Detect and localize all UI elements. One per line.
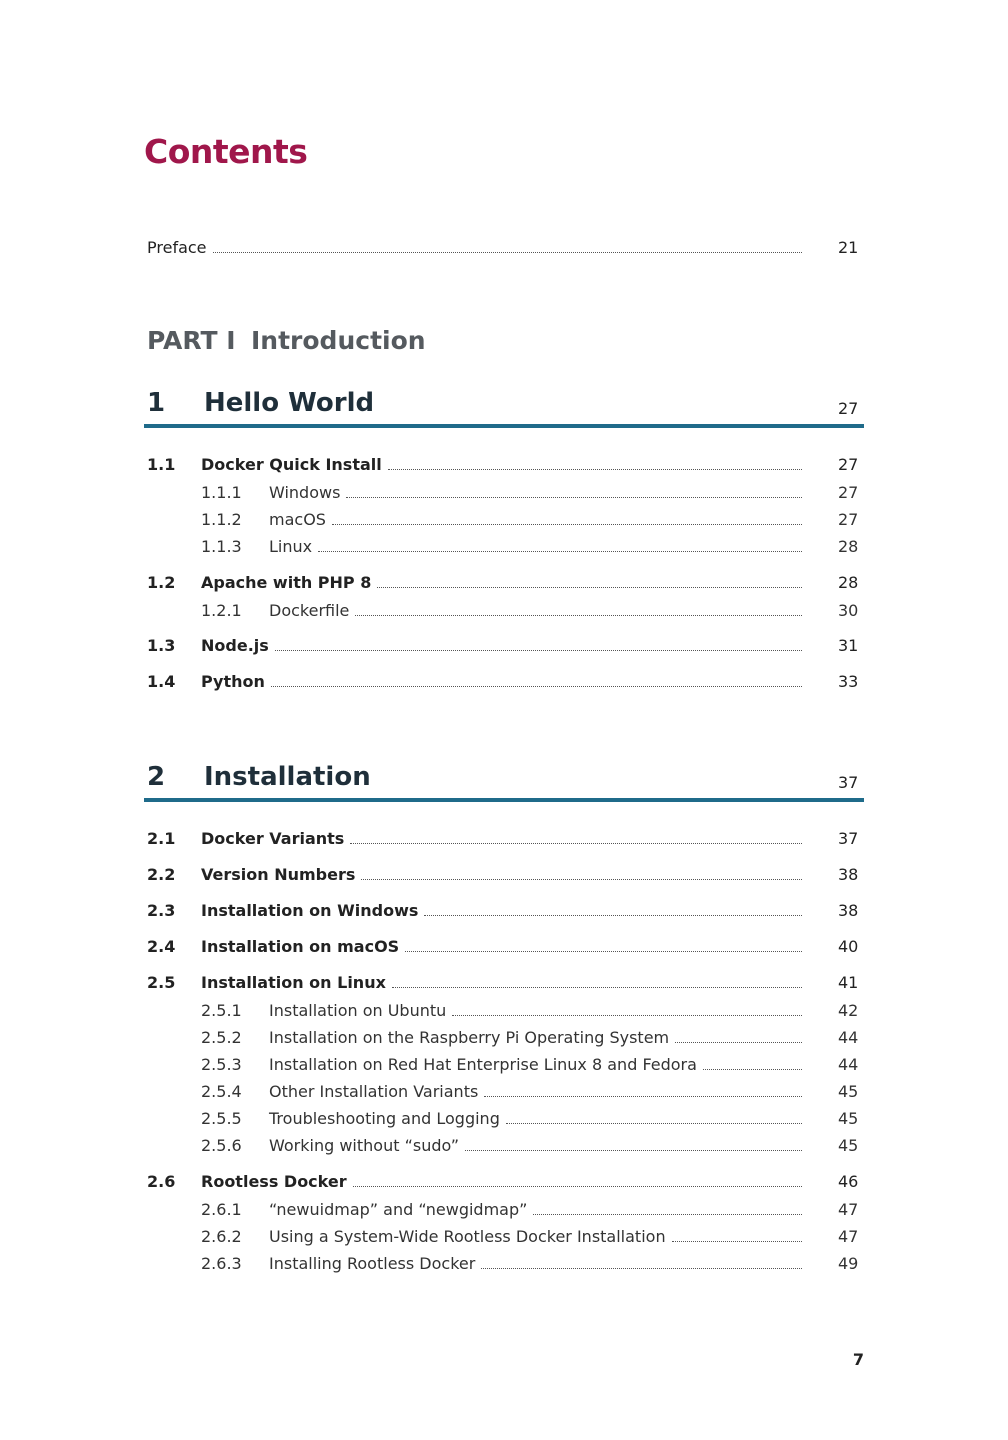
leader-dots: [355, 614, 802, 616]
section-number: 2.6.3: [201, 1254, 242, 1273]
toc-entry-preface[interactable]: [147, 236, 858, 258]
section-number: 2.5.4: [201, 1082, 242, 1101]
chapter-heading-2[interactable]: [144, 756, 864, 802]
section-number: 2.5.2: [201, 1028, 242, 1047]
leader-dots: [275, 649, 802, 651]
leader-dots: [703, 1068, 802, 1070]
leader-dots: [481, 1267, 802, 1269]
section-title: Installation on Ubuntu: [269, 1001, 447, 1020]
toc-page-number: 44: [838, 1028, 859, 1047]
toc-page-number: 28: [838, 537, 859, 556]
section-title: Troubleshooting and Logging: [269, 1109, 500, 1128]
section-number: 1.4: [147, 672, 176, 691]
toc-entry-2-3[interactable]: [147, 899, 858, 921]
toc-entry-1-1[interactable]: [147, 453, 858, 475]
toc-page-number: 27: [838, 483, 859, 502]
toc-page-number: 40: [838, 937, 859, 956]
chapter-title: Hello World: [204, 388, 375, 418]
chapter-heading-1[interactable]: [144, 382, 864, 428]
chapter-number: 1: [147, 388, 166, 418]
toc-entry-1-4[interactable]: [147, 670, 858, 692]
section-number: 1.1.3: [201, 537, 242, 556]
section-number: 2.2: [147, 865, 176, 884]
leader-dots: [405, 950, 802, 952]
section-title: “newuidmap” and “newgidmap”: [269, 1200, 528, 1219]
section-number: 1.3: [147, 636, 176, 655]
section-title: Installation on macOS: [201, 937, 400, 956]
leader-dots: [350, 842, 802, 844]
toc-entry-1-1-3[interactable]: [147, 535, 858, 557]
toc-entry-2-2[interactable]: [147, 863, 858, 885]
toc-page-number: 38: [838, 901, 859, 920]
toc-page-number: 47: [838, 1227, 859, 1246]
leader-dots: [377, 586, 802, 588]
toc-page-number: 37: [838, 829, 859, 848]
section-number: 1.1: [147, 455, 176, 474]
page-number: 7: [852, 1350, 864, 1369]
section-title: Installation on Red Hat Enterprise Linux 8 and Fedora: [269, 1055, 697, 1074]
toc-page-number: 44: [838, 1055, 859, 1074]
part-title: Introduction: [251, 326, 426, 355]
toc-entry-2-5[interactable]: [147, 971, 858, 993]
toc-entry-2-1[interactable]: [147, 827, 858, 849]
toc-entry-2-6[interactable]: [147, 1170, 858, 1192]
toc-entry-2-5-5[interactable]: [147, 1107, 858, 1129]
toc-page-number: 49: [838, 1254, 859, 1273]
toc-page-number: 46: [838, 1172, 859, 1191]
toc-page-number: 28: [838, 573, 859, 592]
part-heading: [147, 326, 426, 355]
chapter-page-number: 37: [838, 773, 859, 792]
section-title: Python: [201, 672, 265, 691]
page-title: Contents: [144, 132, 308, 171]
section-number: 1.1.1: [201, 483, 242, 502]
leader-dots: [484, 1095, 802, 1097]
leader-dots: [506, 1122, 802, 1124]
toc-entry-1-1-1[interactable]: [147, 481, 858, 503]
leader-dots: [533, 1213, 802, 1215]
section-title: Dockerfile: [269, 601, 350, 620]
toc-entry-2-5-6[interactable]: [147, 1134, 858, 1156]
section-number: 2.1: [147, 829, 176, 848]
chapter-page-number: 27: [838, 399, 859, 418]
section-number: 2.5.5: [201, 1109, 242, 1128]
toc-page-number: 27: [838, 455, 859, 474]
toc-entry-2-5-1[interactable]: [147, 999, 858, 1021]
section-title: Windows: [269, 483, 341, 502]
section-number: 2.5.6: [201, 1136, 242, 1155]
toc-page-number: 30: [838, 601, 859, 620]
toc-entry-2-4[interactable]: [147, 935, 858, 957]
toc-page-number: 45: [838, 1136, 859, 1155]
leader-dots: [675, 1041, 802, 1043]
toc-entry-2-6-2[interactable]: [147, 1225, 858, 1247]
section-number: 1.2.1: [201, 601, 242, 620]
section-number: 2.3: [147, 901, 176, 920]
section-title: Version Numbers: [201, 865, 356, 884]
section-number: 1.1.2: [201, 510, 242, 529]
toc-entry-2-5-3[interactable]: [147, 1053, 858, 1075]
section-title: Using a System-Wide Rootless Docker Installation: [269, 1227, 666, 1246]
toc-page-number: 27: [838, 510, 859, 529]
section-number: 2.5.1: [201, 1001, 242, 1020]
toc-page-number: 33: [838, 672, 859, 691]
section-number: 1.2: [147, 573, 176, 592]
section-title: Docker Variants: [201, 829, 345, 848]
toc-page-number: 21: [838, 238, 859, 257]
toc-entry-title: Preface: [147, 238, 207, 257]
toc-entry-1-2[interactable]: [147, 571, 858, 593]
toc-entry-1-1-2[interactable]: [147, 508, 858, 530]
section-title: Installation on the Raspberry Pi Operating System: [269, 1028, 670, 1047]
section-number: 2.6.1: [201, 1200, 242, 1219]
toc-page-number: 42: [838, 1001, 859, 1020]
toc-entry-2-6-3[interactable]: [147, 1252, 858, 1274]
section-number: 2.4: [147, 937, 176, 956]
section-number: 2.5.3: [201, 1055, 242, 1074]
leader-dots: [271, 685, 802, 687]
section-title: Working without “sudo”: [269, 1136, 460, 1155]
leader-dots: [353, 1185, 802, 1187]
section-title: Apache with PHP 8: [201, 573, 372, 592]
leader-dots: [452, 1014, 802, 1016]
section-title: macOS: [269, 510, 326, 529]
leader-dots: [361, 878, 802, 880]
section-title: Installation on Linux: [201, 973, 386, 992]
leader-dots: [346, 496, 802, 498]
leader-dots: [388, 468, 802, 470]
leader-dots: [332, 523, 802, 525]
leader-dots: [392, 986, 802, 988]
section-number: 2.6.2: [201, 1227, 242, 1246]
toc-entry-1-3[interactable]: [147, 634, 858, 656]
section-title: Node.js: [201, 636, 269, 655]
toc-entry-2-6-1[interactable]: [147, 1198, 858, 1220]
toc-page-number: 45: [838, 1082, 859, 1101]
chapter-number: 2: [147, 762, 166, 792]
leader-dots: [318, 550, 802, 552]
toc-page-number: 38: [838, 865, 859, 884]
section-number: 2.5: [147, 973, 176, 992]
section-title: Installation on Windows: [201, 901, 419, 920]
section-title: Installing Rootless Docker: [269, 1254, 476, 1273]
section-title: Linux: [269, 537, 313, 556]
leader-dots: [672, 1240, 802, 1242]
toc-page-number: 47: [838, 1200, 859, 1219]
section-number: 2.6: [147, 1172, 176, 1191]
section-title: Docker Quick Install: [201, 455, 382, 474]
toc-entry-1-2-1[interactable]: [147, 599, 858, 621]
section-title: Other Installation Variants: [269, 1082, 479, 1101]
part-number: PART I: [147, 326, 236, 355]
leader-dots: [213, 251, 802, 253]
leader-dots: [424, 914, 802, 916]
toc-entry-2-5-2[interactable]: [147, 1026, 858, 1048]
toc-page-number: 45: [838, 1109, 859, 1128]
toc-page-number: 41: [838, 973, 859, 992]
section-title: Rootless Docker: [201, 1172, 347, 1191]
toc-page-number: 31: [838, 636, 859, 655]
leader-dots: [465, 1149, 802, 1151]
toc-entry-2-5-4[interactable]: [147, 1080, 858, 1102]
chapter-title: Installation: [204, 762, 371, 792]
